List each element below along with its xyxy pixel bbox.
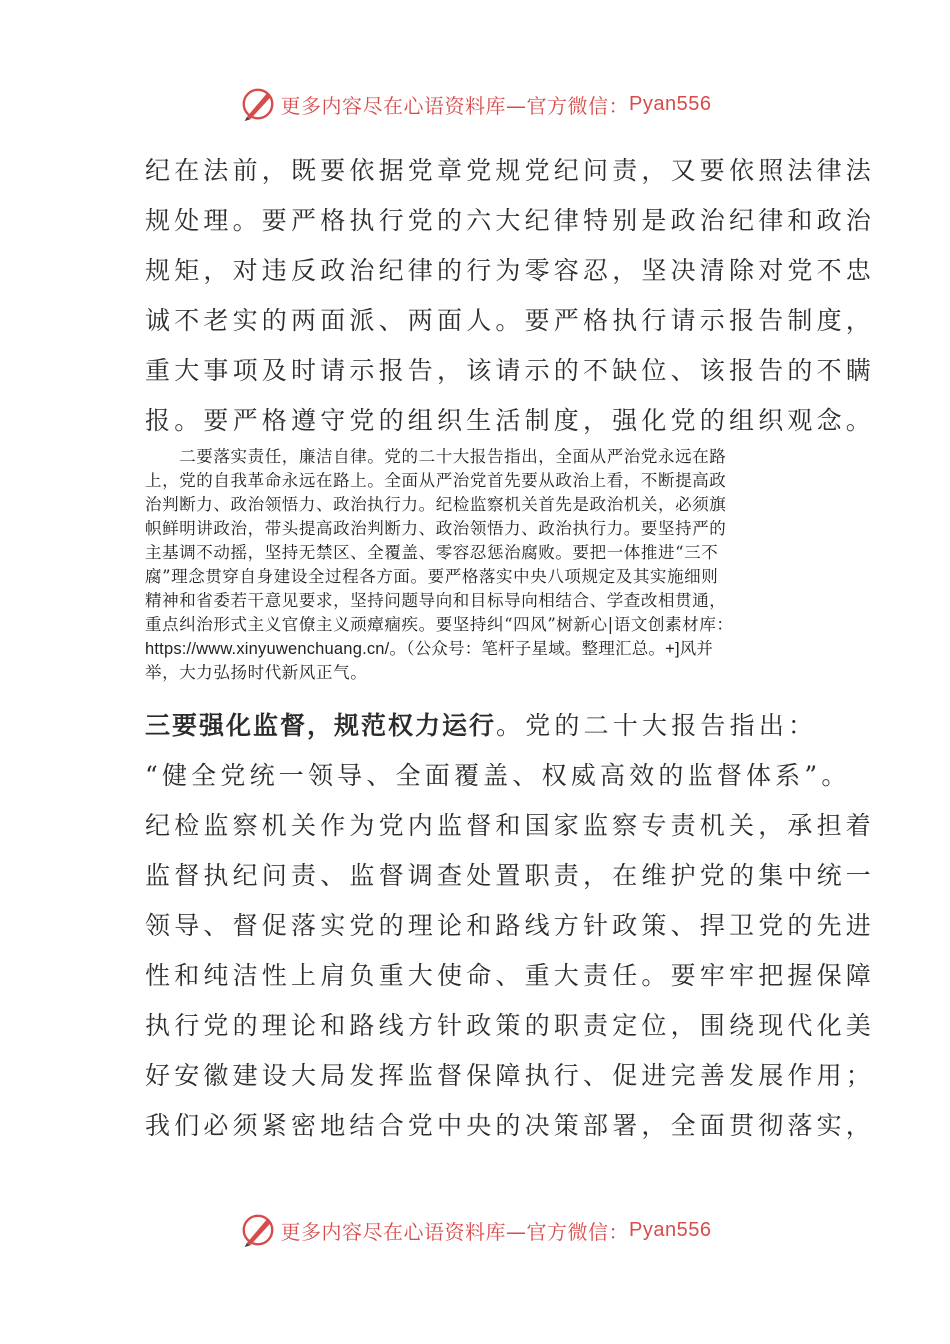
banner-text: 更多内容尽在心语资料库—官方微信： <box>280 1219 630 1244</box>
text-line: 规矩，对违反政治纪律的行为零容忍，坚决清除对党不忠 <box>145 256 876 285</box>
text-line-url: https://www.xinyuwenchuang.cn/。（公众号：笔杆子星域。整理汇总。+]风并 <box>145 640 714 658</box>
footer-banner <box>0 1210 950 1250</box>
text-line: 治判断力、政治领悟力、政治执行力。纪检监察机关首先是政治机关，必须旗 <box>145 495 727 514</box>
text-line <box>145 701 818 751</box>
paragraph-1 <box>145 146 876 446</box>
text-line: 举，大力弘扬时代新风正气。 <box>145 663 368 682</box>
text-line: 诚不老实的两面派、两面人。要严格执行请示报告制度， <box>145 306 876 335</box>
heading-rest: 。党的二十大报告指出： <box>496 711 818 740</box>
pen-logo-icon <box>239 1211 277 1249</box>
text-line: 执行党的理论和路线方针政策的职责定位，围绕现代化美 <box>145 1011 876 1040</box>
text-line: 帜鲜明讲政治，带头提高政治判断力、政治领悟力、政治执行力。要坚持严的 <box>145 519 727 538</box>
text-line: 领导、督促落实党的理论和路线方针政策、捍卫党的先进 <box>145 911 876 940</box>
banner-wechat-id: Pyan556 <box>629 92 712 115</box>
text-line: 腐”理念贯穿自身建设全过程各方面。要严格落实中央八项规定及其实施细则 <box>145 567 719 586</box>
text-line: 我们必须紧密地结合党中央的决策部署，全面贯彻落实， <box>145 1111 876 1140</box>
header-banner <box>0 84 950 124</box>
banner-text: 更多内容尽在心语资料库—官方微信： <box>280 93 630 118</box>
text-line: 监督执纪问责、监督调查处置职责，在维护党的集中统一 <box>145 861 876 890</box>
text-line: “健全党统一领导、全面覆盖、权威高效的监督体系”。 <box>145 761 851 790</box>
text-line: 重大事项及时请示报告，该请示的不缺位、该报告的不瞒 <box>145 356 876 385</box>
text-line: 纪检监察机关作为党内监督和国家监察专责机关，承担着 <box>145 811 876 840</box>
banner-wechat-id: Pyan556 <box>629 1218 712 1241</box>
text-line: 主基调不动摇，坚持无禁区、全覆盖、零容忍惩治腐败。要把一体推进“三不 <box>145 543 719 562</box>
text-line: 纪在法前，既要依据党章党规党纪问责，又要依照法律法 <box>145 156 876 185</box>
text-line: 上，党的自我革命永远在路上。全面从严治党首先要从政治上看，不断提高政 <box>145 471 727 490</box>
bold-heading: 三要强化监督，规范权力运行 <box>145 711 497 740</box>
text-line: 报。要严格遵守党的组织生活制度，强化党的组织观念。 <box>145 406 876 435</box>
text-line: 重点纠治形式主义官僚主义顽瘴痼疾。要坚持纠“四风”树新心|语文创素材库： <box>145 615 734 634</box>
pen-logo-icon <box>239 85 277 123</box>
text-line: 好安徽建设大局发挥监督保障执行、促进完善发展作用； <box>145 1061 876 1090</box>
text-line: 性和纯洁性上肩负重大使命、重大责任。要牢牢把握保障 <box>145 961 876 990</box>
paragraph-3 <box>145 701 876 1151</box>
text-line: 精神和省委若干意见要求，坚持问题导向和目标导向相结合、学查改相贯通， <box>145 591 727 610</box>
text-line: 规处理。要严格执行党的六大纪律特别是政治纪律和政治 <box>145 206 876 235</box>
text-line: 二要落实责任，廉洁自律。党的二十大报告指出，全面从严治党永远在路 <box>145 447 727 466</box>
paragraph-2 <box>145 445 815 685</box>
